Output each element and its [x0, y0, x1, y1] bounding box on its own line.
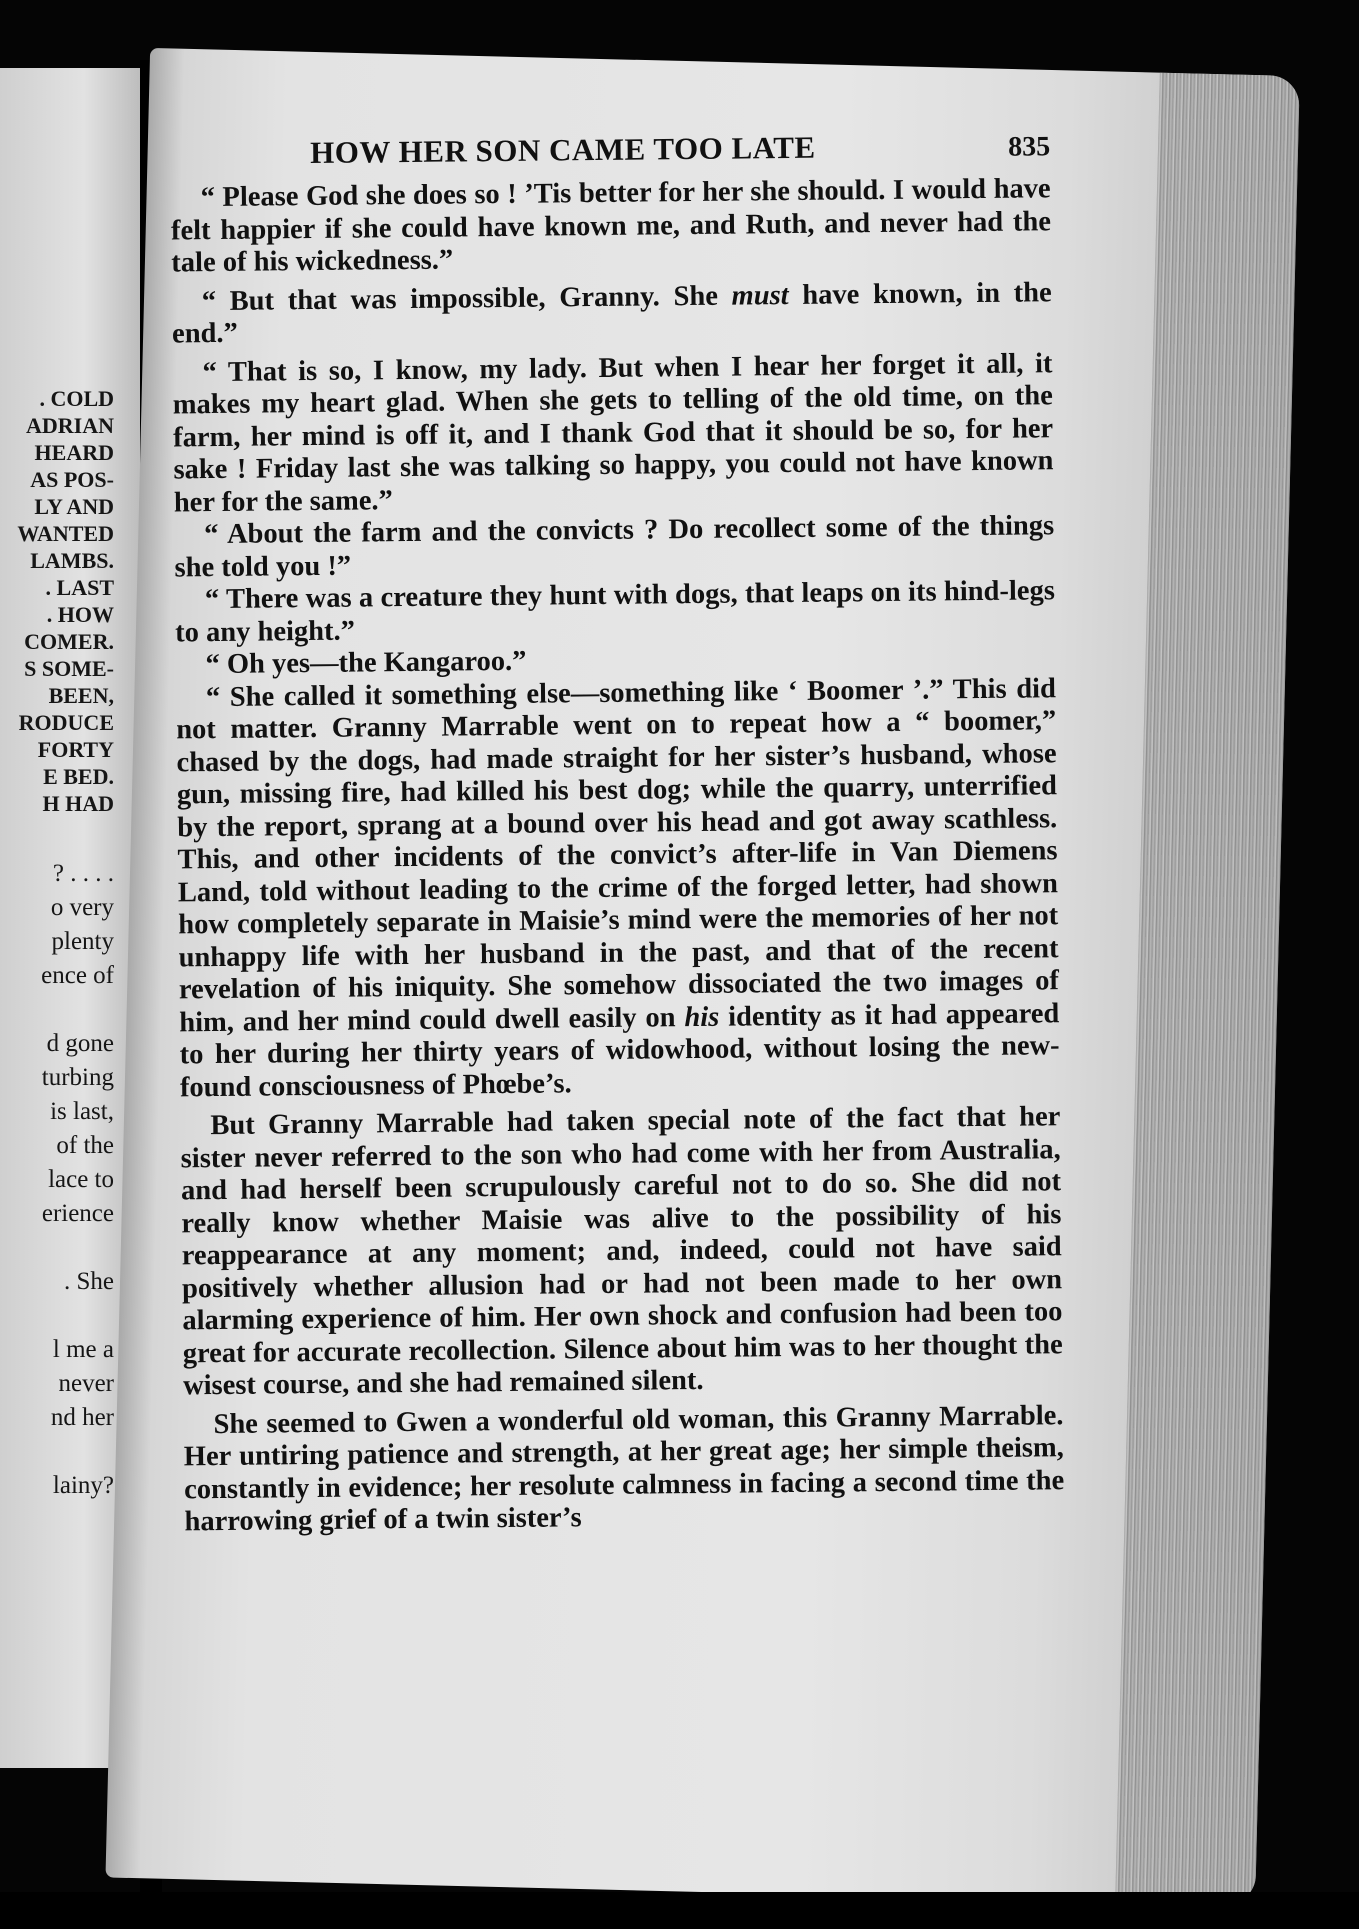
emphasis: must [731, 279, 789, 312]
left-page-fragment: o very [50, 894, 114, 921]
left-page-fragment: plenty [51, 928, 114, 955]
left-page-fragment: LAMBS. [30, 548, 114, 573]
left-page-fragment: l me a [52, 1336, 114, 1363]
left-page-fragment: . HOW [46, 602, 114, 627]
left-page-fragment: is last, [50, 1098, 114, 1125]
running-head [170, 127, 1050, 182]
paragraph: But Granny Marrable had taken special note of the fact that her sister never referred to the son who had come with her from Australia, and had herself been scrupulously careful not to do so. She did not really know whether Maisie was alive to the possibility of his reappearance at any moment; and, indeed, could not have said positively whether allusion had or had not been made to her own alarming experience of him. Her own shock and confusion had been too great for accurate recollection. Silence about him was to her thought the wisest course, and she had remained silent. [180, 1101, 1063, 1402]
left-page-fragment: FORTY [37, 737, 114, 762]
left-page-fragment: ? . . . . [52, 860, 114, 887]
paragraph: “ Please God she does so ! ’Tis better for her she should. I would have felt happier if she could have known me, and Ruth, and never had the tale of his wickedness.” [170, 173, 1052, 279]
left-page-fragment: WANTED [17, 521, 114, 546]
left-page-fragment: . She [64, 1268, 114, 1295]
left-page-fragment: . LAST [45, 575, 114, 600]
left-page-fragment: turbing [41, 1064, 114, 1091]
emphasis: his [684, 1001, 720, 1033]
left-page-fragment: nd her [50, 1404, 114, 1431]
left-page-fragment: of the [56, 1132, 114, 1159]
left-page-fragment: ence of [41, 962, 114, 989]
paragraph: “ There was a creature they hunt with dogs, that leaps on its hind-legs to any height.” [175, 575, 1055, 648]
left-page-fragment: BEEN, [48, 683, 114, 708]
left-page-fragment: HEARD [34, 440, 114, 465]
left-page-fragment: AS POS- [30, 467, 114, 492]
page-edges [1115, 73, 1300, 1906]
paragraph: “ About the farm and the convicts ? Do recollect some of the things she told you !” [174, 510, 1055, 583]
left-page-fragment: d gone [46, 1030, 114, 1057]
paragraph: “ But that was impossible, Granny. She must have known, in the end.” [171, 276, 1052, 350]
paragraph: “ Oh yes—the Kangaroo.” [205, 645, 527, 681]
page-content [170, 127, 1065, 1539]
paragraph: She seemed to Gwen a wonderful old woman, this Granny Marrable. Her untiring patience and strength, at her great age; her simple theism, constantly in evidence; her resolute calmness in facing a second time the harrowing grief of a twin sister’s [183, 1399, 1065, 1538]
left-page-fragment: LY AND [34, 494, 114, 519]
left-page-fragment: COMER. [24, 629, 114, 654]
paragraph: “ She called it something else—something like ‘ Boomer ’.” This did not matter. Granny Marrable went on to repeat how a “ boomer,” chased by the dogs, had made straight for her sister’s husband, whose gun, missing fire, had killed his best dog; while the quarry, unterrified by the report, sprang at a bound over his head and got away scathless. This, and other incidents of the convict’s after-life in Van Diemens Land, told without leading to the crime of the forged letter, had shown how completely separate in Maisie’s mind were the memories of her not unhappy life with her husband in the past, and that of the recent revelation of his iniquity. She somehow dissociated the two images of him, and her mind could dwell easily on his identity as it had appeared to her during her thirty years of widowhood, without losing the new-found consciousness of Phœbe’s. [176, 672, 1060, 1103]
scan-bottom-border [0, 1892, 1359, 1929]
left-page-fragment: H HAD [42, 791, 114, 816]
left-page-fragment: lace to [48, 1166, 114, 1193]
left-page-fragment: RODUCE [18, 710, 114, 735]
main-page [105, 48, 1299, 1906]
paragraph: “ That is so, I know, my lady. But when I hear her forget it all, it makes my heart glad. When she gets to telling of the old time, on the farm, her mind is off it, and I thank God that it should be so, for her sake ! Friday last she was talking so happy, you could not have known her for the same.” [172, 347, 1054, 518]
left-page-fragment: ADRIAN [26, 413, 114, 438]
left-page-fragment: . COLD [39, 386, 114, 411]
left-page-fragment: S SOME- [24, 656, 114, 681]
left-page-fragment: never [58, 1370, 114, 1397]
left-page-fragment: E BED. [43, 764, 114, 789]
running-head-title: HOW HER SON CAME TOO LATE [310, 129, 816, 170]
left-page-fragment: erience [41, 1200, 114, 1227]
page-number: 835 [1008, 131, 1051, 163]
left-page-fragment: lainy? [52, 1472, 114, 1499]
